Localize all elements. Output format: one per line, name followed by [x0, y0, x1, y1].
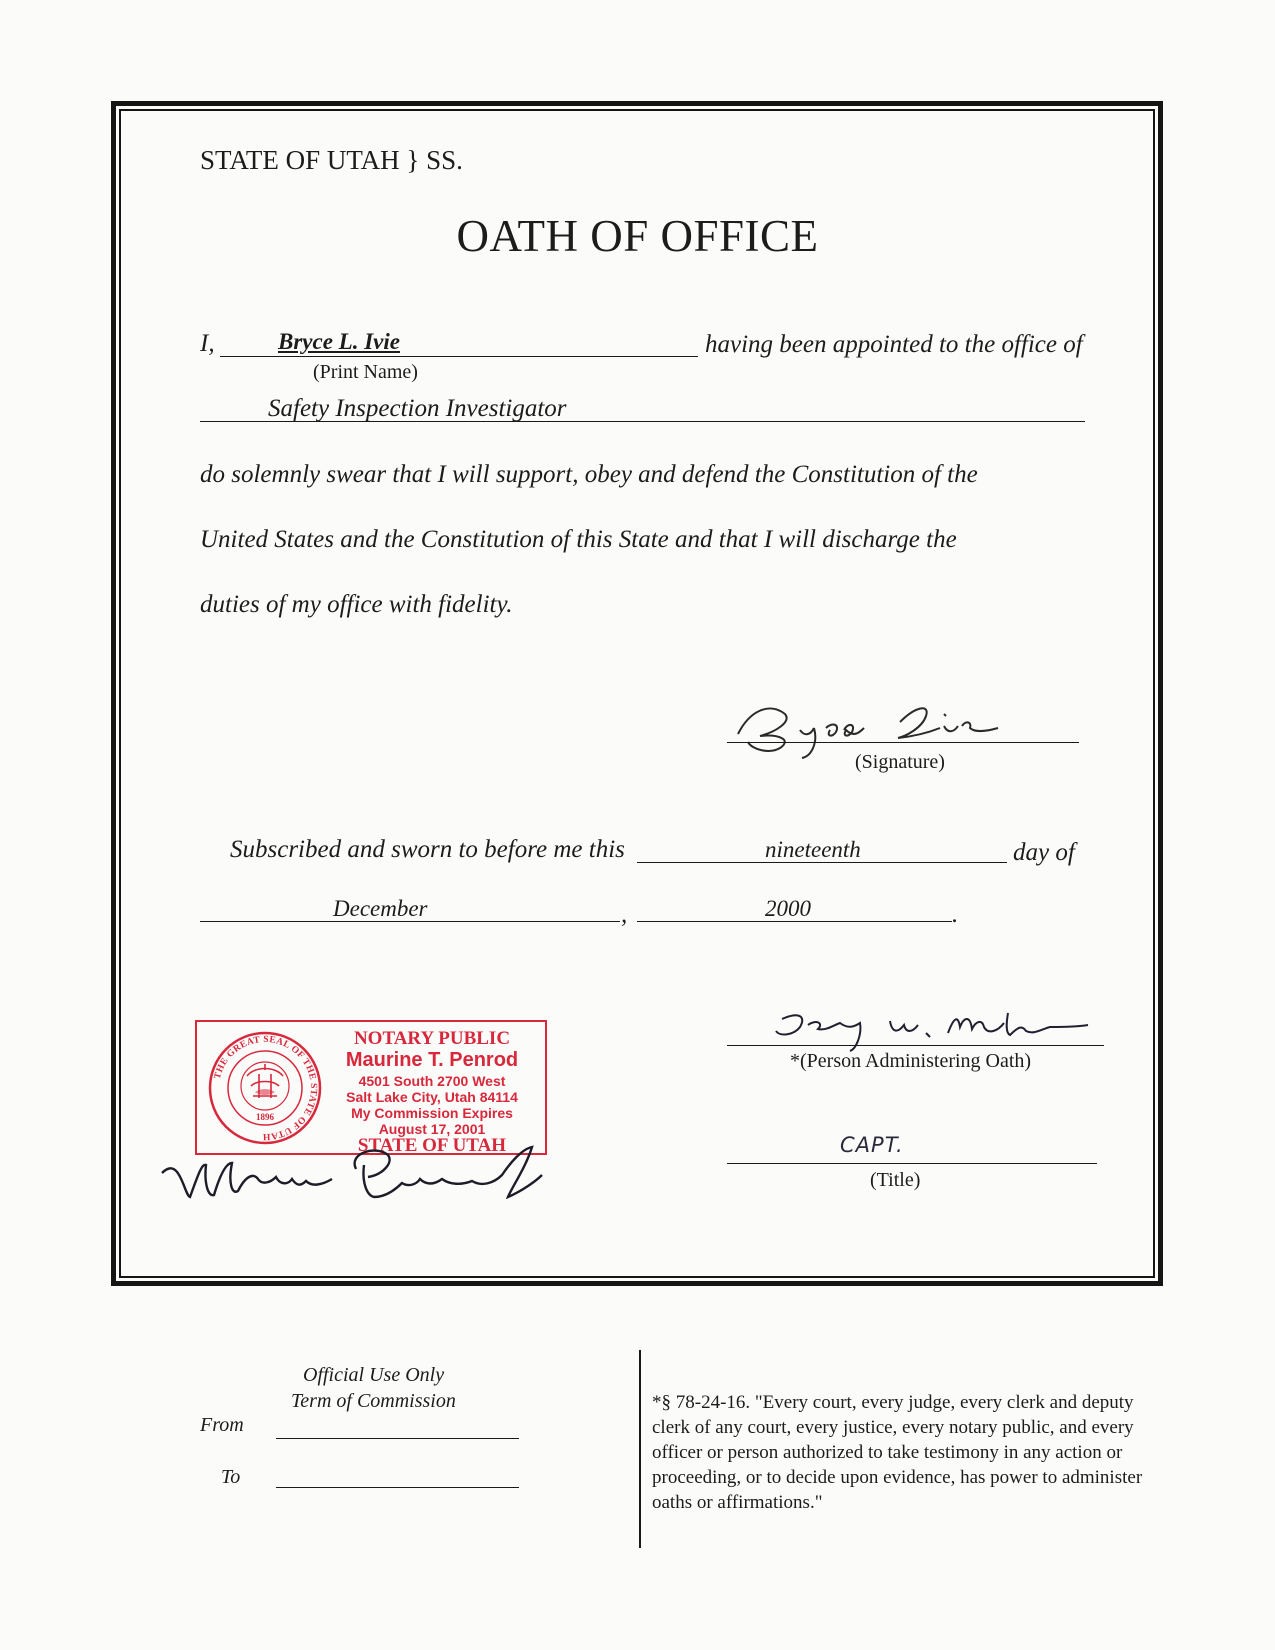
- signature-line: [727, 742, 1079, 743]
- from-label: From: [200, 1414, 244, 1436]
- from-field[interactable]: [276, 1438, 519, 1439]
- stamp-expires: August 17, 2001: [378, 1121, 486, 1137]
- svg-text:THE GREAT SEAL OF THE STATE OF: THE GREAT SEAL OF THE STATE OF UTAH: [212, 1034, 319, 1142]
- administrator-line: [727, 1045, 1104, 1046]
- oath-line-2: United States and the Constitution of this State and that I will discharge the: [200, 526, 957, 553]
- office-value[interactable]: Safety Inspection Investigator: [268, 395, 567, 422]
- term-of-commission-heading: Term of Commission: [291, 1390, 456, 1412]
- sworn-day-value[interactable]: nineteenth: [765, 837, 861, 862]
- oath-line-1: do solemnly swear that I will support, obey and defend the Constitution of the: [200, 461, 978, 488]
- stamp-notary-name: Maurine T. Penrod: [345, 1049, 519, 1071]
- seal-year: 1896: [256, 1112, 274, 1122]
- sworn-year-value[interactable]: 2000: [765, 896, 811, 921]
- print-name-label: (Print Name): [313, 361, 418, 383]
- month-comma: ,: [621, 901, 628, 928]
- print-name-line: [220, 356, 698, 357]
- sworn-intro: Subscribed and sworn to before me this: [230, 836, 625, 863]
- statute-text: *§ 78-24-16. "Every court, every judge, every clerk and deputy clerk of any court, every justice, every notary public, and every officer or person authorized to take testimony in any action or proceeding, or to decide upon evidence, has power to administer oaths or affirmations.": [652, 1392, 1143, 1513]
- to-label: To: [221, 1466, 241, 1488]
- day-of-text: day of: [1013, 839, 1075, 866]
- title-label: (Title): [870, 1169, 921, 1191]
- stamp-address-1: 4501 South 2700 West: [358, 1073, 506, 1089]
- title-line: [727, 1163, 1097, 1164]
- oath-line-3: duties of my office with fidelity.: [200, 591, 513, 618]
- stamp-commission: My Commission Expires: [351, 1105, 513, 1121]
- to-field[interactable]: [276, 1487, 519, 1488]
- title-value[interactable]: CAPT.: [840, 1133, 904, 1157]
- state-heading: STATE OF UTAH } SS.: [200, 145, 463, 175]
- state-seal-icon: [207, 1030, 323, 1146]
- administrator-label: *(Person Administering Oath): [790, 1050, 1032, 1072]
- document-title: OATH OF OFFICE: [456, 211, 819, 261]
- stamp-heading: NOTARY PUBLIC: [353, 1028, 511, 1049]
- sworn-month-value[interactable]: December: [333, 896, 428, 921]
- footer-divider: [639, 1350, 641, 1548]
- appointed-text: having been appointed to the office of: [705, 331, 1083, 358]
- official-use-heading: Official Use Only: [303, 1364, 445, 1386]
- signature-label: (Signature): [855, 751, 945, 773]
- oath-pronoun: I,: [200, 330, 215, 357]
- stamp-state: STATE OF UTAH: [357, 1135, 507, 1156]
- print-name-value[interactable]: Bryce L. Ivie: [278, 329, 400, 354]
- year-period: .: [952, 901, 959, 928]
- notary-signature: [150, 1135, 590, 1220]
- stamp-address-2: Salt Lake City, Utah 84114: [346, 1089, 518, 1105]
